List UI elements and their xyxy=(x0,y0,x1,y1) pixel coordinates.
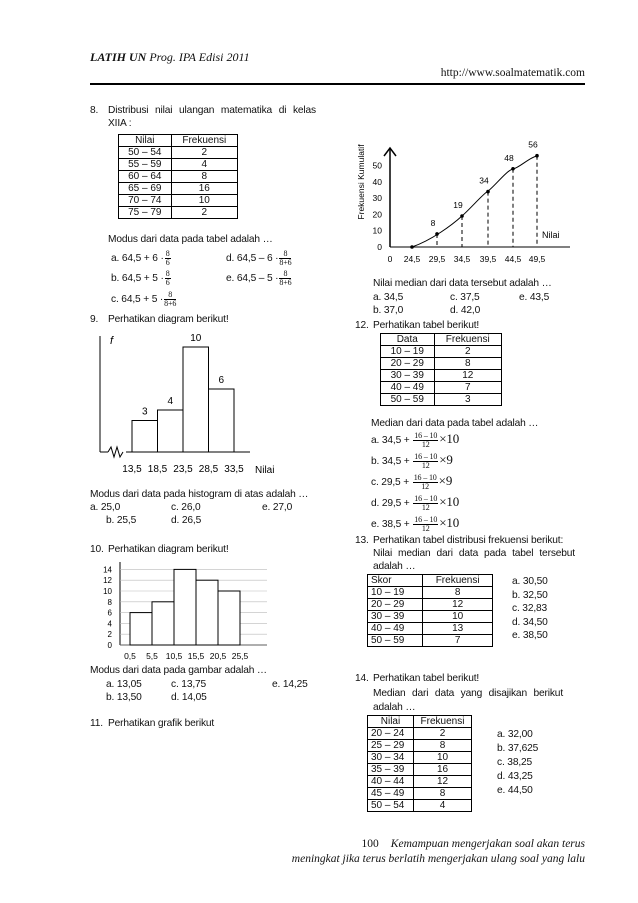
table-row xyxy=(381,382,502,394)
table-cell: 2 xyxy=(171,207,237,219)
table-cell: 35 – 39 xyxy=(368,764,414,776)
table-cell: 4 xyxy=(414,800,472,812)
x-tick-label: 28,5 xyxy=(198,464,219,475)
table-row xyxy=(368,740,472,752)
header-url: http://www.soalmatematik.com xyxy=(440,67,585,79)
table-header: Frekuensi xyxy=(414,716,472,728)
x-tick-label: 34,5 xyxy=(453,254,471,264)
y-tick-label: 50 xyxy=(372,160,382,171)
q10-option-d: d. 14,05 xyxy=(171,692,207,703)
q12-table xyxy=(380,333,502,406)
y-tick-label: 10 xyxy=(372,225,382,236)
footer-line-2: meningkat jika terus berlatih mengerjakan ulang soal yang lalu xyxy=(291,853,585,865)
q14-text-3: adalah … xyxy=(373,702,416,713)
histogram-bar xyxy=(174,569,196,645)
table-cell: 3 xyxy=(434,394,501,406)
x-tick-label: 0,5 xyxy=(124,651,136,661)
table-cell: 10 – 19 xyxy=(381,346,435,358)
q10-option-a: a. 13,05 xyxy=(106,679,142,690)
q13-option: b. 32,50 xyxy=(512,589,548,601)
x-tick-label: 44,5 xyxy=(504,254,522,264)
table-cell: 20 – 29 xyxy=(381,358,435,370)
q14-option: e. 44,50 xyxy=(497,785,533,796)
table-row xyxy=(119,147,238,159)
table-cell: 25 – 29 xyxy=(368,740,414,752)
y-tick-label: 12 xyxy=(103,576,112,586)
table-header: Data xyxy=(381,334,435,346)
histogram-q10 xyxy=(92,558,272,666)
table-cell: 10 xyxy=(423,611,493,623)
x-tick-label: 15,5 xyxy=(187,651,205,661)
table-cell: 45 – 49 xyxy=(368,788,414,800)
table-row xyxy=(119,207,238,219)
table-cell: 40 – 49 xyxy=(368,623,423,635)
q13-text: Perhatikan tabel distribusi frekuensi berikut: xyxy=(373,535,564,546)
q9-option-b: b. 25,5 xyxy=(106,515,137,526)
table-cell: 8 xyxy=(414,740,472,752)
y-axis-label: f xyxy=(110,335,114,347)
table-row xyxy=(368,764,472,776)
table-cell: 50 – 54 xyxy=(368,800,414,812)
x-tick-label: 10,5 xyxy=(165,651,183,661)
q13-option: e. 38,50 xyxy=(512,630,548,641)
q12-option: d. 29,5 + $\frac{16 - 10}{12}$ ×10 xyxy=(371,494,460,512)
q13-option: d. 34,50 xyxy=(512,616,548,628)
table-row xyxy=(368,623,493,635)
table-row xyxy=(368,788,472,800)
histogram-bar xyxy=(183,347,209,452)
table-header: Frekuensi xyxy=(434,334,501,346)
x-tick-label: 5,5 xyxy=(146,651,158,661)
table-cell: 30 – 34 xyxy=(368,752,414,764)
table-cell: 40 – 49 xyxy=(381,382,435,394)
table-row xyxy=(368,776,472,788)
x-tick-label: 18,5 xyxy=(147,464,168,475)
q9-number: 9. xyxy=(90,314,99,325)
y-tick-label: 2 xyxy=(107,630,112,640)
point-label: 48 xyxy=(504,152,514,163)
q8-option-a: a. 64,5 + 6 · $\frac{8}{6}$ xyxy=(111,249,170,267)
histogram-bar xyxy=(130,613,152,645)
q8-option-b: b. 64,5 + 5 · $\frac{8}{6}$ xyxy=(111,269,170,287)
table-header: Skor xyxy=(368,575,423,587)
header-title: LATIH UN Prog. IPA Edisi 2011 xyxy=(90,50,250,64)
bar-value-label: 4 xyxy=(167,396,174,407)
table-row xyxy=(381,346,502,358)
q13-option: a. 30,50 xyxy=(512,576,548,587)
table-row xyxy=(368,611,493,623)
table-cell: 55 – 59 xyxy=(119,159,172,171)
ogive-option-e: e. 43,5 xyxy=(519,292,550,303)
ogive-option-b: b. 37,0 xyxy=(373,305,404,316)
table-cell: 12 xyxy=(414,776,472,788)
q9-option-e: e. 27,0 xyxy=(262,502,293,513)
point-label: 8 xyxy=(430,217,436,228)
ogive-chart xyxy=(352,100,574,272)
table-row xyxy=(381,394,502,406)
q8-number: 8. xyxy=(90,105,99,116)
q11-number: 11. xyxy=(90,718,103,729)
x-tick-label: 49,5 xyxy=(528,254,546,264)
table-row xyxy=(368,599,493,611)
q8-text: Distribusi nilai ulangan matematika di kelas xyxy=(108,105,316,116)
point-label: 34 xyxy=(479,175,489,186)
y-tick-label: 30 xyxy=(372,193,382,204)
table-cell: 2 xyxy=(434,346,501,358)
table-row xyxy=(368,752,472,764)
table-row xyxy=(368,635,493,647)
q9-prompt: Modus dari data pada histogram di atas adalah … xyxy=(90,489,309,500)
table-cell: 16 xyxy=(171,183,237,195)
table-row xyxy=(119,183,238,195)
q9-option-a: a. 25,0 xyxy=(90,502,121,513)
point-label: 56 xyxy=(528,139,538,150)
x-tick-label: 23,5 xyxy=(173,464,193,475)
table-cell: 70 – 74 xyxy=(119,195,172,207)
table-header: Frekuensi xyxy=(171,135,237,147)
q8-option-d: d. 64,5 – 6 · $\frac{8}{8+6}$ xyxy=(226,249,292,267)
q10-option-b: b. 13,50 xyxy=(106,692,142,703)
bar-value-label: 3 xyxy=(141,406,148,418)
header-divider xyxy=(90,83,585,85)
q10-number: 10. xyxy=(90,544,104,555)
q14-option: b. 37,625 xyxy=(497,743,539,754)
q14-text-2: Median dari data yang disajikan berikut xyxy=(373,688,563,699)
q13-number: 13. xyxy=(355,535,369,546)
ogive-y-label: Frekuensi Kumulatif xyxy=(356,144,366,220)
q9-option-d: d. 26,5 xyxy=(171,515,202,526)
x-axis-label: Nilai xyxy=(255,465,275,476)
x-tick-label: 20,5 xyxy=(209,651,227,661)
x-tick-label: 24,5 xyxy=(403,254,421,264)
q11-text: Perhatikan grafik berikut xyxy=(108,718,215,729)
ogive-option-c: c. 37,5 xyxy=(450,292,480,303)
histogram-q9 xyxy=(92,328,292,478)
q12-prompt: Median dari data pada tabel adalah … xyxy=(371,418,539,429)
table-header: Nilai xyxy=(368,716,414,728)
table-cell: 50 – 59 xyxy=(368,635,423,647)
y-tick-label: 0 xyxy=(107,641,112,650)
x-tick-label: 13,5 xyxy=(122,464,142,475)
q13-option: c. 32,83 xyxy=(512,603,548,614)
table-row xyxy=(368,728,472,740)
y-tick-label: 6 xyxy=(107,608,112,618)
ogive-option-d: d. 42,0 xyxy=(450,305,481,316)
ogive-curve xyxy=(412,156,537,247)
data-point xyxy=(535,154,539,158)
table-cell: 40 – 44 xyxy=(368,776,414,788)
table-cell: 16 xyxy=(414,764,472,776)
q13-text-3: adalah … xyxy=(373,561,416,572)
table-row xyxy=(381,370,502,382)
table-cell: 65 – 69 xyxy=(119,183,172,195)
q14-option: c. 38,25 xyxy=(497,757,533,768)
ogive-prompt: Nilai median dari data tersebut adalah … xyxy=(373,278,552,289)
q14-table xyxy=(367,715,472,812)
table-cell: 20 – 24 xyxy=(368,728,414,740)
q8-option-e: e. 64,5 – 5 · $\frac{8}{8+6}$ xyxy=(226,269,292,287)
table-cell: 50 – 54 xyxy=(119,147,172,159)
y-tick-label: 10 xyxy=(103,587,112,596)
q8-table xyxy=(118,134,238,219)
bar-value-label: 10 xyxy=(190,333,202,344)
table-cell: 20 – 29 xyxy=(368,599,423,611)
table-row xyxy=(368,587,493,599)
x-tick-label: 29,5 xyxy=(428,254,446,264)
ogive-x-label: Nilai xyxy=(542,230,560,240)
q9-text: Perhatikan diagram berikut! xyxy=(108,314,229,325)
table-cell: 30 – 39 xyxy=(368,611,423,623)
table-header: Nilai xyxy=(119,135,172,147)
q14-option: d. 43,25 xyxy=(497,771,533,782)
footer-line-1: 100 Kemampuan mengerjakan soal akan terus xyxy=(361,838,585,850)
table-cell: 75 – 79 xyxy=(119,207,172,219)
table-cell: 7 xyxy=(434,382,501,394)
table-cell: 10 xyxy=(414,752,472,764)
histogram-bar xyxy=(196,580,218,645)
table-cell: 8 xyxy=(171,171,237,183)
table-row xyxy=(119,195,238,207)
q8-option-c: c. 64,5 + 5 · $\frac{8}{8+6}$ xyxy=(111,290,177,308)
y-tick-label: 4 xyxy=(107,619,112,629)
q10-text: Perhatikan diagram berikut! xyxy=(108,544,229,555)
histogram-bar xyxy=(152,602,174,645)
table-cell: 12 xyxy=(434,370,501,382)
q8-prompt: Modus dari data pada tabel adalah … xyxy=(108,234,273,245)
table-cell: 4 xyxy=(171,159,237,171)
y-tick-label: 14 xyxy=(103,565,112,575)
bar-value-label: 6 xyxy=(218,375,225,386)
q14-number: 14. xyxy=(355,673,369,684)
q12-option: a. 34,5 + $\frac{16 - 10}{12}$ ×10 xyxy=(371,431,460,449)
table-cell: 8 xyxy=(414,788,472,800)
table-row xyxy=(381,358,502,370)
y-tick-label: 40 xyxy=(372,176,382,187)
y-tick-label: 8 xyxy=(107,597,112,607)
histogram-bar xyxy=(209,389,235,452)
q8-text-2: XIIA : xyxy=(108,118,132,129)
x-tick-label: 0 xyxy=(387,254,393,264)
q13-table xyxy=(367,574,493,647)
table-cell: 50 – 59 xyxy=(381,394,435,406)
x-tick-label: 33,5 xyxy=(224,464,244,475)
axis-break xyxy=(108,447,123,457)
x-tick-label: 39,5 xyxy=(479,254,497,264)
q14-option: a. 32,00 xyxy=(497,729,533,740)
y-tick-label: 0 xyxy=(377,242,382,252)
table-cell: 2 xyxy=(414,728,472,740)
q12-text: Perhatikan tabel berikut! xyxy=(373,320,480,331)
table-header: Frekuensi xyxy=(423,575,493,587)
table-cell: 13 xyxy=(423,623,493,635)
q9-option-c: c. 26,0 xyxy=(171,502,201,513)
histogram-bar xyxy=(158,410,184,452)
table-row xyxy=(368,800,472,812)
ogive-option-a: a. 34,5 xyxy=(373,292,404,303)
table-row xyxy=(119,171,238,183)
table-cell: 8 xyxy=(423,587,493,599)
q14-text: Perhatikan tabel berikut! xyxy=(373,673,480,684)
table-cell: 2 xyxy=(171,147,237,159)
table-cell: 7 xyxy=(423,635,493,647)
table-cell: 10 – 19 xyxy=(368,587,423,599)
x-tick-label: 25,5 xyxy=(231,651,249,661)
table-cell: 60 – 64 xyxy=(119,171,172,183)
table-cell: 12 xyxy=(423,599,493,611)
q10-option-c: c. 13,75 xyxy=(171,679,207,690)
q12-number: 12. xyxy=(355,320,369,331)
q10-prompt: Modus dari data pada gambar adalah … xyxy=(90,665,267,676)
y-tick-label: 20 xyxy=(372,209,382,220)
table-row xyxy=(119,159,238,171)
table-cell: 8 xyxy=(434,358,501,370)
table-cell: 10 xyxy=(171,195,237,207)
q13-text-2: Nilai median dari data pada tabel tersebut xyxy=(373,548,575,559)
q10-option-e: e. 14,25 xyxy=(272,679,308,690)
q12-option: e. 38,5 + $\frac{16 - 10}{12}$ ×10 xyxy=(371,515,460,533)
q12-option: c. 29,5 + $\frac{16 - 10}{12}$ ×9 xyxy=(371,473,453,491)
point-label: 19 xyxy=(453,200,463,211)
table-cell: 30 – 39 xyxy=(381,370,435,382)
q12-option: b. 34,5 + $\frac{16 - 10}{12}$ ×9 xyxy=(371,452,453,470)
histogram-bar xyxy=(218,591,240,645)
histogram-bar xyxy=(132,421,158,453)
